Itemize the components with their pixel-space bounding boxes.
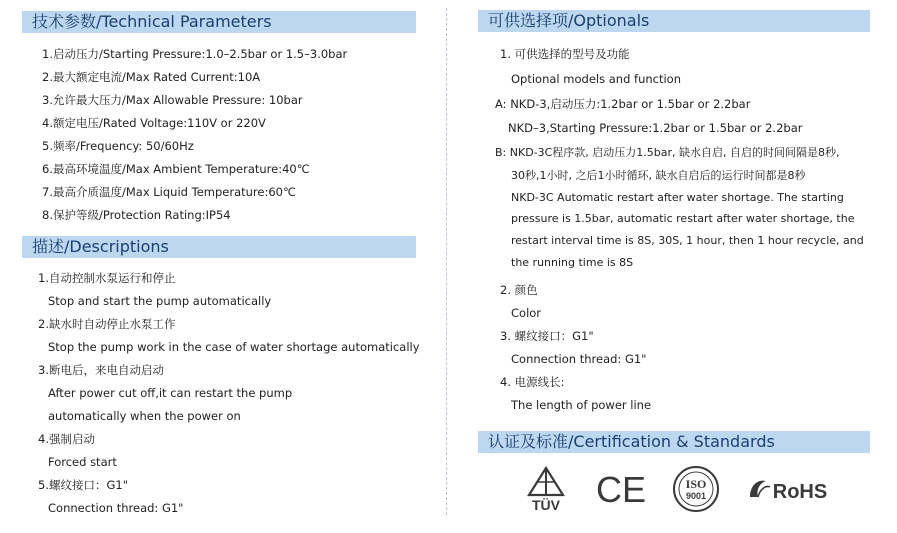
tech-item-8: 8.保护等级/Protection Rating:IP54: [42, 208, 231, 222]
opt-line-9: restart interval time is 8S, 30S, 1 hour, then 1 hour recycle, and: [511, 234, 864, 247]
desc-line-10: 5.螺纹接口：G1": [38, 478, 128, 492]
ce-logo: [596, 465, 646, 513]
certification-heading: 认证及标准/Certification & Standards: [478, 431, 870, 453]
desc-line-5: 3.断电后，来电自动启动: [38, 363, 164, 377]
opt-line-1: 1. 可供选择的型号及功能: [500, 47, 630, 61]
opt-line-3: A: NKD-3,启动压力:1.2bar or 1.5bar or 2.2bar: [495, 97, 751, 111]
desc-line-2: Stop and start the pump automatically: [48, 294, 272, 308]
opt-line-11: 2. 颜色: [500, 283, 538, 297]
iso-9001-logo: [670, 465, 722, 513]
opt-line-16: The length of power line: [511, 398, 652, 412]
opt-line-4: NKD–3,Starting Pressure:1.2bar or 1.5bar or 2.2bar: [508, 121, 803, 135]
iso-text: ISO: [685, 477, 707, 491]
opt-line-14: Connection thread: G1": [511, 352, 647, 366]
certification-logos: [522, 465, 842, 515]
ce-text: CE: [596, 469, 646, 509]
opt-line-2: Optional models and function: [511, 72, 682, 86]
desc-line-7: automatically when the power on: [48, 409, 241, 423]
opt-line-15: 4. 电源线长:: [500, 375, 565, 389]
iso-number-text: 9001: [685, 491, 707, 501]
rohs-logo: [744, 465, 830, 513]
opt-line-8: pressure is 1.5bar, automatic restart after water shortage, the: [511, 212, 855, 225]
desc-line-8: 4.强制启动: [38, 432, 95, 446]
desc-line-4: Stop the pump work in the case of water shortage automatically: [48, 340, 420, 354]
tech-item-4: 4.额定电压/Rated Voltage:110V or 220V: [42, 116, 266, 130]
opt-line-5: B: NKD-3C程序款, 启动压力1.5bar, 缺水自启, 自启的时间间隔是8秒,: [495, 146, 840, 159]
tech-item-3: 3.允许最大压力/Max Allowable Pressure: 10bar: [42, 93, 303, 107]
desc-line-9: Forced start: [48, 455, 117, 469]
tech-item-6: 6.最高环境温度/Max Ambient Temperature:40℃: [42, 162, 310, 176]
opt-line-13: 3. 螺纹接口：G1": [500, 329, 594, 343]
desc-line-1: 1.自动控制水泵运行和停止: [38, 271, 176, 285]
desc-line-11: Connection thread: G1": [48, 501, 184, 515]
opt-line-10: the running time is 8S: [511, 256, 634, 269]
tech-item-2: 2.最大额定电流/Max Rated Current:10A: [42, 70, 261, 84]
rohs-text: RoHS: [772, 481, 828, 503]
opt-line-7: NKD-3C Automatic restart after water shortage. The starting: [511, 191, 844, 204]
optionals-heading: 可供选择项/Optionals: [478, 10, 870, 32]
opt-line-6: 30秒,1小时, 之后1小时循环, 缺水自启后的运行时间都是8秒: [511, 169, 806, 182]
column-divider: [446, 8, 447, 515]
tuv-text: TÜV: [532, 497, 560, 513]
tech-item-5: 5.频率/Frequency: 50/60Hz: [42, 139, 194, 153]
technical-parameters-heading: 技术参数/Technical Parameters: [22, 11, 416, 33]
tech-item-7: 7.最高介质温度/Max Liquid Temperature:60℃: [42, 185, 296, 199]
desc-line-6: After power cut off,it can restart the pump: [48, 386, 293, 400]
descriptions-heading: 描述/Descriptions: [22, 236, 416, 258]
desc-line-3: 2.缺水时自动停止水泵工作: [38, 317, 176, 331]
tuv-logo: [522, 465, 570, 513]
opt-line-12: Color: [511, 306, 542, 320]
tech-item-1: 1.启动压力/Starting Pressure:1.0–2.5bar or 1.5–3.0bar: [42, 47, 348, 61]
